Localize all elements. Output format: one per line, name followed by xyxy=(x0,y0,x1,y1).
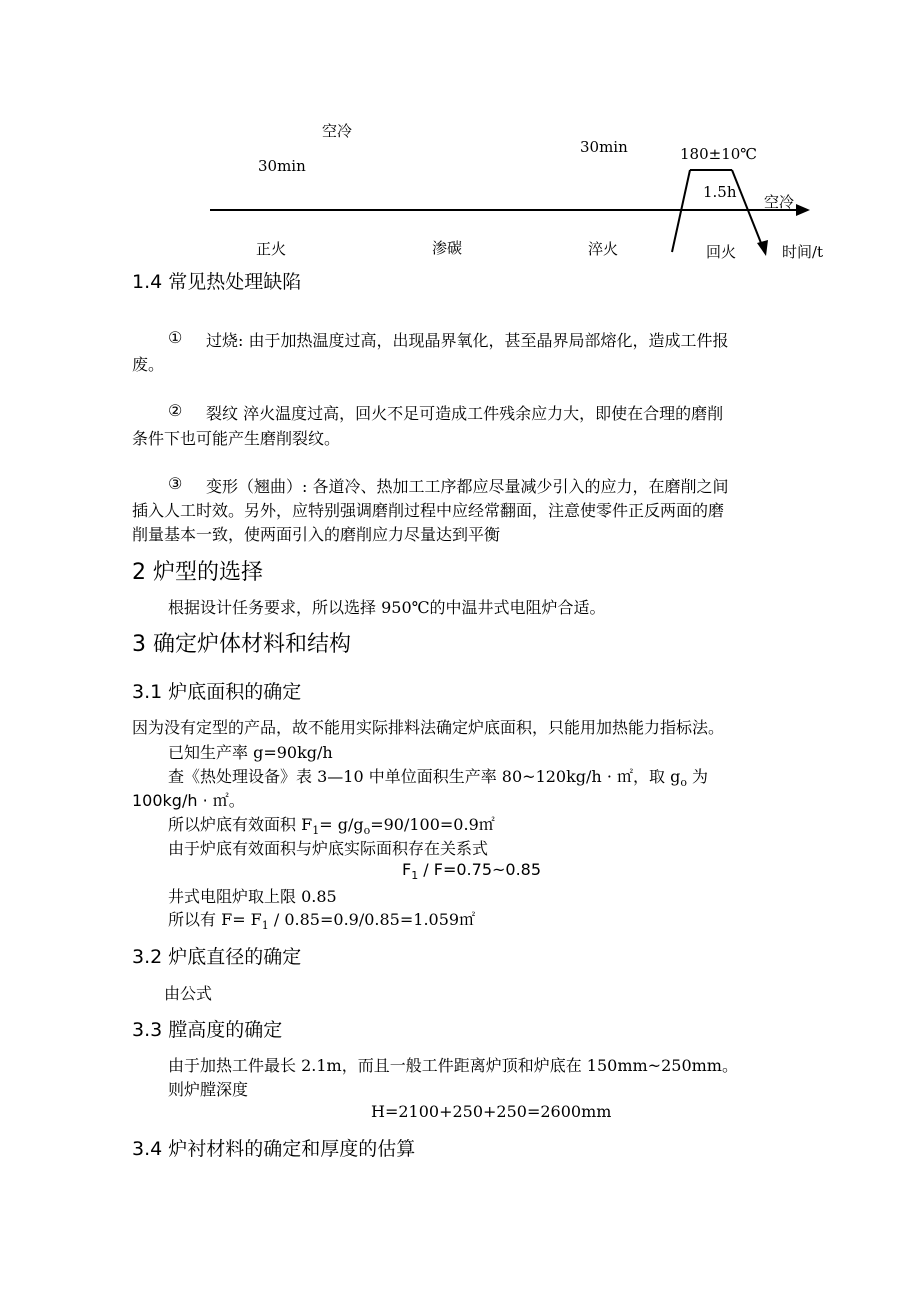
section-heading-3-3: 3.3 膛高度的确定 xyxy=(132,1019,283,1041)
axis-label-time: 时间/t xyxy=(782,243,824,261)
defect-3-line-1: 变形（翘曲）: 各道冷、热加工工序都应尽量减少引入的应力，在磨削之间 xyxy=(206,477,729,496)
defect-1-line-1: 过烧: 由于加热温度过高，出现晶界氧化，甚至晶界局部熔化，造成工件报 xyxy=(206,331,729,350)
section-heading-3: 3 确定炉体材料和结构 xyxy=(132,632,351,657)
defect-3-line-3: 削量基本一致，使两面引入的磨削应力尽量达到平衡 xyxy=(132,525,501,544)
process-diagram xyxy=(0,0,920,270)
stage-quenching: 淬火 xyxy=(588,240,619,258)
section-heading-3-2: 3.2 炉底直径的确定 xyxy=(132,946,302,968)
defect-2-line-2: 条件下也可能产生磨削裂纹。 xyxy=(132,429,341,448)
section-heading-1-4: 1.4 常见热处理缺陷 xyxy=(132,271,302,293)
section-3-1-line-6: 由于炉底有效面积与炉底实际面积存在关系式 xyxy=(168,839,489,858)
stage-tempering: 回火 xyxy=(706,243,737,261)
section-3-3-formula: H=2100+250+250=2600mm xyxy=(371,1102,612,1121)
defect-1-line-2: 废。 xyxy=(132,355,165,374)
section-3-1-line-8: 井式电阻炉取上限 0.85 xyxy=(168,887,337,906)
section-3-1-line-9: 所以有 $F= F_1$ / 0.85=0.9/0.85=1.059㎡ xyxy=(168,910,476,933)
section-3-1-line-4: 100kg/h · ㎡。 xyxy=(132,791,245,810)
label-time-1: 30min xyxy=(258,157,306,175)
label-air-cool-2: 空冷 xyxy=(764,193,795,211)
defect-2-line-1: 裂纹 淬火温度过高，回火不足可造成工件残余应力大，即使在合理的磨削 xyxy=(206,404,724,423)
section-3-1-formula: $F_1$ / F=0.75~0.85 xyxy=(402,860,542,883)
defect-1-number: ① xyxy=(168,328,183,347)
section-3-1-line-3: 查《热处理设备》表 3—10 中单位面积生产率 80~120kg/h · ㎡，取 $g_o$ 为 xyxy=(168,767,709,790)
label-time-2: 30min xyxy=(580,138,628,156)
section-3-3-line-1: 由于加热工件最长 2.1m，而且一般工件距离炉顶和炉底在 150mm~250mm。 xyxy=(168,1056,738,1075)
label-hold-time: 1.5h xyxy=(703,183,737,201)
defect-3-number: ③ xyxy=(168,474,183,493)
section-3-1-line-1: 因为没有定型的产品，故不能用实际排料法确定炉底面积，只能用加热能力指标法。 xyxy=(132,718,725,737)
defect-2-number: ② xyxy=(168,401,183,420)
stage-carburizing: 渗碳 xyxy=(432,239,463,257)
defect-3-line-2: 插入人工时效。另外，应特别强调磨削过程中应经常翻面，注意使零件正反两面的磨 xyxy=(132,501,725,520)
section-3-1-line-5: 所以炉底有效面积 $F_1=$ $g/g_o=90/100=0.9㎡$ xyxy=(168,815,495,838)
label-air-cool-1: 空冷 xyxy=(322,122,353,140)
time-axis-arrowhead xyxy=(796,204,810,216)
stage-normalizing: 正火 xyxy=(256,240,287,258)
section-heading-3-4: 3.4 炉衬材料的确定和厚度的估算 xyxy=(132,1138,416,1160)
section-heading-2: 2 炉型的选择 xyxy=(132,560,263,585)
tempering-cool-arrowhead xyxy=(757,240,768,256)
label-temperature: 180±10℃ xyxy=(680,145,758,163)
section-heading-3-1: 3.1 炉底面积的确定 xyxy=(132,681,302,703)
section-2-text: 根据设计任务要求，所以选择 950℃的中温井式电阻炉合适。 xyxy=(168,598,606,617)
section-3-2-line-1: 由公式 xyxy=(164,984,213,1003)
section-3-1-line-2: 已知生产率 g=90kg/h xyxy=(168,743,333,762)
section-3-3-line-2: 则炉膛深度 xyxy=(168,1080,249,1099)
